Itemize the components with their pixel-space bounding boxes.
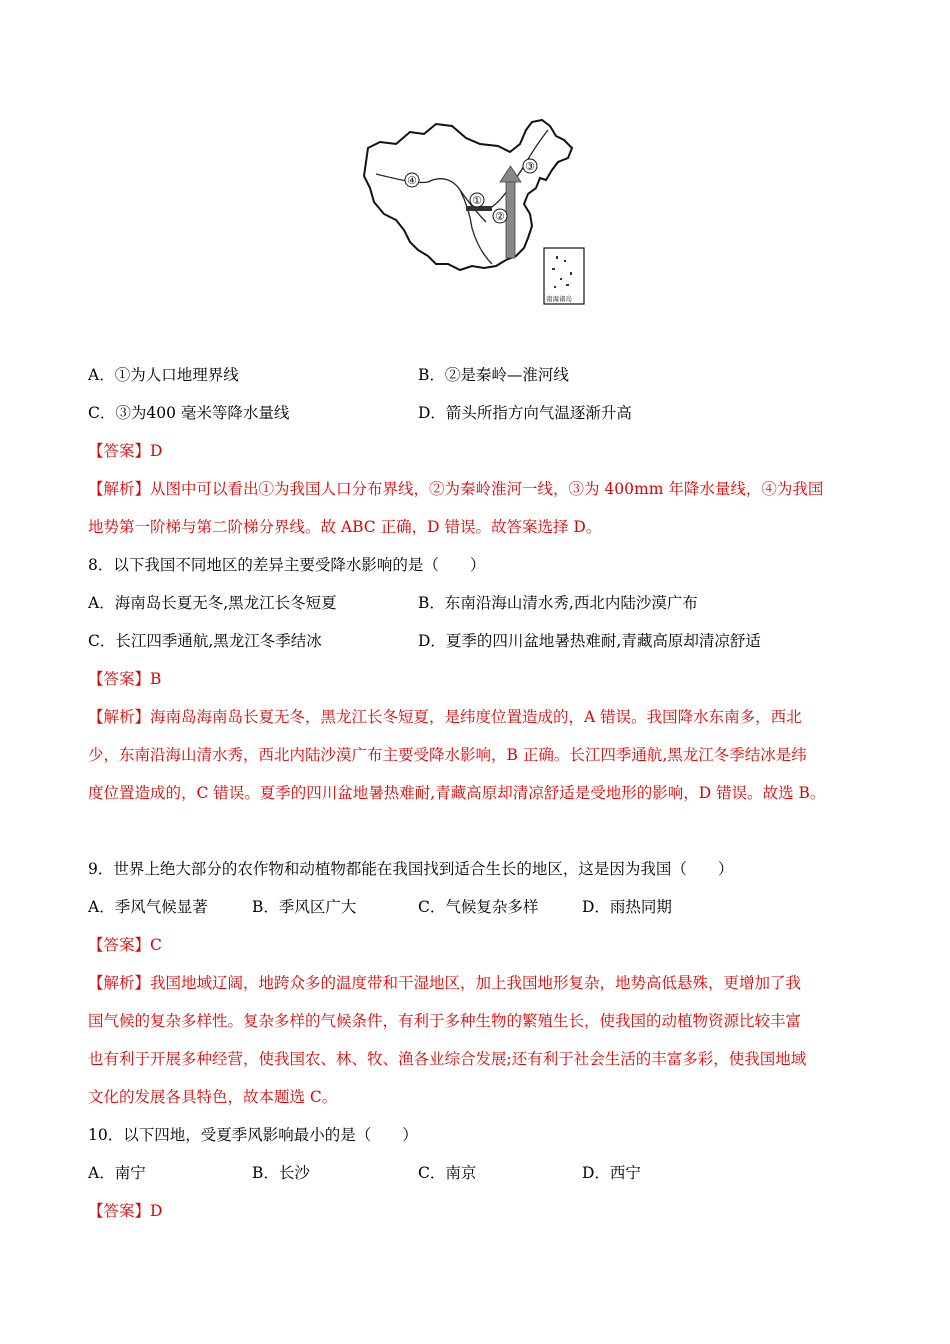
china-map-figure <box>360 118 588 308</box>
boundary-lines <box>376 130 548 264</box>
q8-option-a: A．海南岛长夏无冬,黑龙江长冬短夏 <box>88 594 337 612</box>
q10-stem: 10．以下四地，受夏季风影响最小的是（ ） <box>88 1126 418 1144</box>
q7-option-d: D．箭头所指方向气温逐渐升高 <box>418 404 632 422</box>
map-label-1: ① <box>472 194 482 207</box>
q7-analysis-line-1: 【解析】从图中可以看出①为我国人口分布界线，②为秦岭淮河一线，③为 400mm 年降水量线，④为我国 <box>88 480 824 498</box>
q9-option-a: A．季风气候显著 <box>88 898 208 916</box>
q10-option-c: C．南京 <box>418 1164 477 1182</box>
map-label-4: ④ <box>407 174 417 187</box>
q9-analysis-line-4: 文化的发展各具特色，故本题选 C。 <box>88 1088 338 1106</box>
inset-label: 南海诸岛 <box>546 295 572 303</box>
q7-answer: 【答案】D <box>88 442 163 460</box>
q8-stem: 8．以下我国不同地区的差异主要受降水影响的是（ ） <box>88 556 486 574</box>
q9-option-d: D．雨热同期 <box>582 898 672 916</box>
south-sea-inset <box>544 248 584 304</box>
q10-option-a: A．南宁 <box>88 1164 146 1182</box>
china-outline <box>364 120 572 270</box>
q10-answer: 【答案】D <box>88 1202 163 1220</box>
q8-analysis-line-1: 【解析】海南岛海南岛长夏无冬，黑龙江长冬短夏，是纬度位置造成的，A 错误。我国降水东南多，西北 <box>88 708 802 726</box>
q9-option-c: C．气候复杂多样 <box>418 898 539 916</box>
q10-option-b: B．长沙 <box>252 1164 310 1182</box>
q9-answer: 【答案】C <box>88 936 162 954</box>
map-label-3: ③ <box>525 160 535 173</box>
q9-option-b: B．季风区广大 <box>252 898 357 916</box>
q7-option-a: A．①为人口地理界线 <box>88 366 239 384</box>
q7-option-c: C．③为400 毫米等降水量线 <box>88 404 290 422</box>
q8-analysis-line-2: 少，东南沿海山清水秀，西北内陆沙漠广布主要受降水影响，B 正确。长江四季通航,黑龙江冬季结冰是纬 <box>88 746 807 764</box>
q8-answer: 【答案】B <box>88 670 162 688</box>
q9-analysis-line-1: 【解析】我国地域辽阔，地跨众多的温度带和干湿地区，加上我国地形复杂，地势高低悬殊，更增加了我 <box>88 974 802 992</box>
q8-option-c: C．长江四季通航,黑龙江冬季结冰 <box>88 632 322 650</box>
q8-option-b: B．东南沿海山清水秀,西北内陆沙漠广布 <box>418 594 698 612</box>
q7-option-b: B．②是秦岭—淮河线 <box>418 366 569 384</box>
q7-analysis-line-2: 地势第一阶梯与第二阶梯分界线。故 ABC 正确，D 错误。故答案选择 D。 <box>88 518 602 536</box>
q9-analysis-line-3: 也有利于开展多种经营，使我国农、林、牧、渔各业综合发展;还有利于社会生活的丰富多彩，使我国地域 <box>88 1050 807 1068</box>
q10-option-d: D．西宁 <box>582 1164 641 1182</box>
q8-analysis-line-3: 度位置造成的，C 错误。夏季的四川盆地暑热难耐,青藏高原却清凉舒适是受地形的影响，D 错误。故选 B。 <box>88 784 826 802</box>
q9-stem: 9．世界上绝大部分的农作物和动植物都能在我国找到适合生长的地区，这是因为我国（ ） <box>88 860 734 878</box>
map-label-2: ② <box>495 210 505 223</box>
q8-option-d: D．夏季的四川盆地暑热难耐,青藏高原却清凉舒适 <box>418 632 761 650</box>
q9-analysis-line-2: 国气候的复杂多样性。复杂多样的气候条件，有利于多种生物的繁殖生长，使我国的动植物资源比较丰富 <box>88 1012 802 1030</box>
